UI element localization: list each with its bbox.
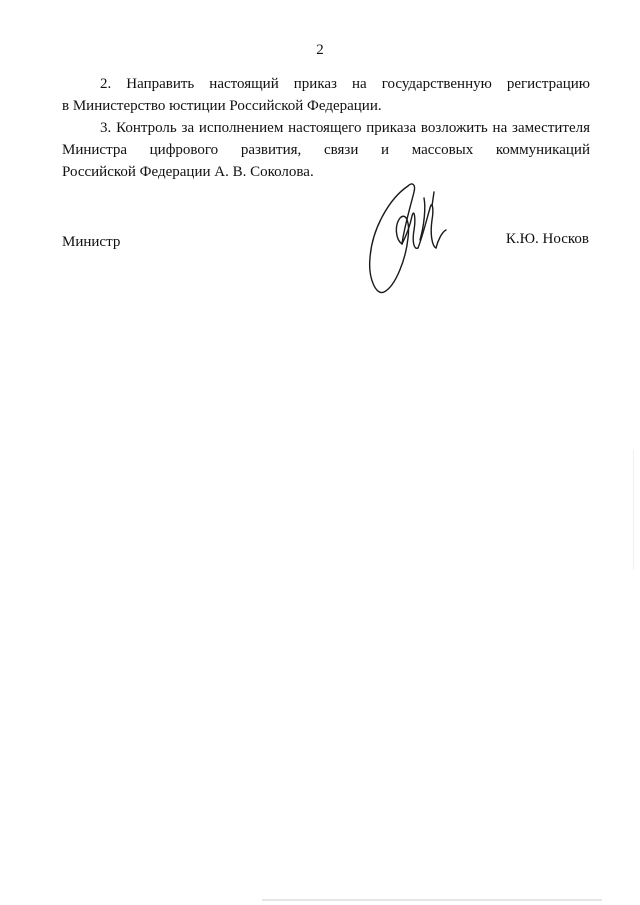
paragraph-3-line-2: Министра цифрового развития, связи и массовых коммуникаций <box>62 142 590 158</box>
scan-artifact <box>633 450 634 570</box>
handwritten-signature-icon <box>350 178 460 300</box>
paragraph-2 <box>62 73 590 117</box>
signatory-name: К.Ю. Носков <box>505 231 589 247</box>
paragraph-3-line-3: Российской Федерации А. В. Соколова. <box>62 164 314 180</box>
signatory-title: Министр <box>62 234 121 250</box>
paragraph-3-line-1: 3. Контроль за исполнением настоящего приказа возложить на заместителя <box>100 120 590 136</box>
paragraph-3 <box>62 117 590 183</box>
paragraph-2-line-1: 2. Направить настоящий приказ на государственную регистрацию <box>100 76 590 92</box>
paragraph-2-line-2: в Министерство юстиции Российской Федерации. <box>62 98 382 114</box>
scan-edge <box>262 899 602 901</box>
page-number: 2 <box>316 42 324 58</box>
